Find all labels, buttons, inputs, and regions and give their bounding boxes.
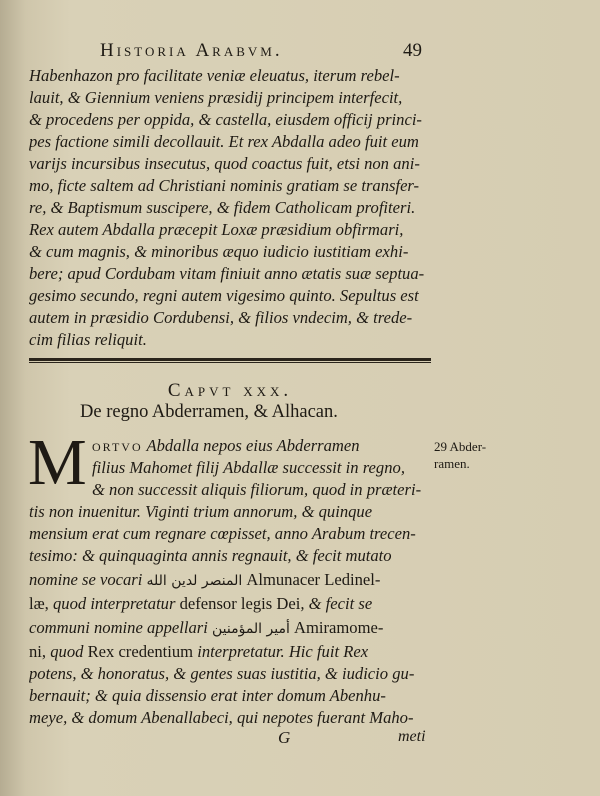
text-run: ni, xyxy=(29,642,51,661)
arabic-text: المنصر لدين الله xyxy=(146,573,243,589)
margin-note xyxy=(434,438,514,472)
section-rule xyxy=(29,358,431,363)
text-line: cim filias reliquit. xyxy=(29,330,147,349)
page-number: 49 xyxy=(403,40,422,61)
bleed-through xyxy=(470,110,473,126)
text-line xyxy=(92,436,432,456)
text-line: tesimo: & quinquaginta annis regnauit, & fecit mutato xyxy=(29,546,392,565)
chapter-subtitle: De regno Abderramen, & Alhacan. xyxy=(80,402,338,422)
catchword: meti xyxy=(398,728,426,745)
text-line: & non successit aliquis filiorum, quod in præteri- xyxy=(92,480,422,499)
text-line: potens, & honoratus, & gentes suas iustitia, & iudicio gu- xyxy=(29,664,415,683)
text-line xyxy=(29,618,433,639)
text-line: bere; apud Cordubam vitam finiuit anno ætatis suæ septua- xyxy=(29,264,425,283)
text-line: mo, ficte saltem ad Christiani nominis gratiam se transfer- xyxy=(29,176,420,195)
text-line: re, & Baptismum suscipere, & fidem Catholicam profiteri. xyxy=(29,198,416,217)
text-line: Habenhazon pro facilitate veniæ eleuatus, iterum rebel- xyxy=(29,66,400,85)
arabic-text: أمير المؤمنين xyxy=(211,621,290,637)
drop-cap: M xyxy=(28,426,87,499)
text-line: gesimo secundo, regni autem vigesimo quinto. Sepultus est xyxy=(29,286,419,305)
text-line: varijs incursibus insecutus, quod coactus fuit, etsi non ani- xyxy=(29,154,420,173)
text-line xyxy=(29,570,433,591)
chapter-heading: Capvt xxx. xyxy=(167,380,293,401)
text-run: interpretatur. Hic fuit Rex xyxy=(193,642,369,661)
text-run: nomine se vocari xyxy=(29,570,147,589)
running-title: Historia Arabvm. xyxy=(100,40,283,61)
text-run: communi nomine appellari xyxy=(29,618,212,637)
text-run: Abdalla nepos eius Abderramen xyxy=(142,436,360,455)
signature-mark: G xyxy=(278,728,291,747)
text-line: Rex autem Abdalla præcepit Loxæ præsidium obfirmari, xyxy=(29,220,404,239)
text-line: filius Mahomet filij Abdallæ successit in regno, xyxy=(92,458,405,477)
text-line: meye, & domum Abenallabeci, qui nepotes fuerant Maho- xyxy=(29,708,414,727)
text-line: pes factione simili decollauit. Et rex Abdalla adeo fuit eum xyxy=(29,132,419,151)
text-run: Amiramome- xyxy=(289,618,384,637)
text-run: Almunacer Ledinel- xyxy=(242,570,381,589)
text-line: lauit, & Giennium veniens præsidij principem interfecit, xyxy=(29,88,403,107)
margin-note-line: 29 Abder- xyxy=(434,439,487,454)
margin-note-line: ramen. xyxy=(434,456,470,471)
text-run: læ, xyxy=(29,594,53,613)
text-run: quod interpretatur xyxy=(52,594,180,613)
text-line: autem in præsidio Cordubensi, & filios vndecim, & trede- xyxy=(29,308,413,327)
text-run: Rex credentium xyxy=(87,642,194,661)
text-run: quod xyxy=(50,642,88,661)
text-line: tis non inuenitur. Viginti trium annorum, & quinque xyxy=(29,502,373,521)
text-line xyxy=(29,642,433,662)
text-line: bernauit; & quia dissensio erat inter domum Abenhu- xyxy=(29,686,386,705)
opening-word: ortvo xyxy=(92,436,143,455)
page-header xyxy=(0,40,600,64)
text-line xyxy=(29,594,433,614)
text-line: & procedens per oppida, & castella, eiusdem officij princi- xyxy=(29,110,422,129)
text-run: , & fecit se xyxy=(300,594,373,613)
text-line: & cum magnis, & minoribus æquo iudicio iustitiam exhi- xyxy=(29,242,409,261)
text-run: defensor legis Dei xyxy=(179,594,301,613)
text-line: mensium erat cum regnare cœpisset, anno Arabum trecen- xyxy=(29,524,416,543)
